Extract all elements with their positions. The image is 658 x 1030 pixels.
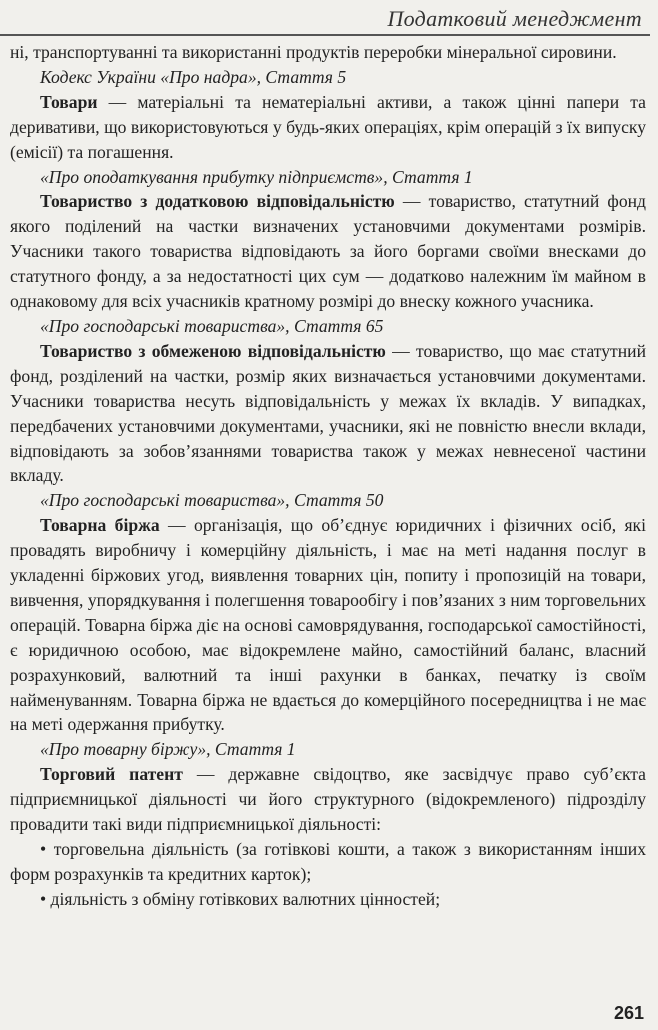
paragraph-continuation: ні, транспортуванні та використанні продуктів переробки мінеральної сировини.	[10, 42, 617, 62]
page-body	[10, 40, 646, 912]
definition-patent: — державне свідоцтво, яке засвідчує право суб’єкта підприємницької діяльності чи його структурного (відокремленого) підрозділу провадити такі види підприємницької діяльності:	[10, 764, 646, 835]
term-patent: Торговий патент	[40, 764, 183, 785]
header-rule	[0, 34, 650, 36]
citation-nadra: Кодекс України «Про надра», Стаття 5	[40, 66, 347, 87]
list-item: • діяльність з обміну готівкових валютних цінностей;	[40, 888, 441, 909]
page-number: 261	[613, 1003, 644, 1023]
term-tdv: Товариство з додатковою відповідальністю	[40, 191, 395, 212]
citation-opodatkuvannia: «Про оподаткування прибутку підприємств», Стаття 1	[40, 166, 473, 187]
citation-birzha: «Про товарну біржу», Стаття 1	[40, 739, 296, 760]
entry-tovary	[10, 90, 646, 165]
definition-tov: — товариство, що має статутний фонд, розділений на частки, розмір яких визначається установчими документами. Учасники товариства несуть відповідальність у межах їх вкладів. У випадках, передбачених установчими документами, учасники, які не повністю внесли вклади, відповідають за зобов’язаннями товариства також у межах невнесеної частини вкладу.	[10, 340, 646, 486]
entry-tdv	[10, 189, 646, 314]
term-birzha: Товарна біржа	[40, 515, 160, 536]
running-header: Податковий менеджмент	[387, 6, 642, 31]
entry-birzha	[10, 513, 646, 737]
definition-birzha: — організація, що об’єднує юридичних і фізичних осіб, які провадять виробничу і комерційну діяльність, і має на меті надання послуг в укладенні біржових угод, виявлення товарних цін, попиту і пропозицій на товари, вивчення, упорядкування і полегшення товарообігу і пов’язаних з ним торговельних операцій. Товарна біржа діє на основі самоврядування, господарської самостійності, є юридичною особою, має відокремлене майно, самостійний баланс, власний розрахунковий, валютний та інші рахунки в банках, печатку із своїм найменуванням. Товарна біржа не вдається до комерційного посередництва і не має на меті одержання прибутку.	[10, 515, 646, 735]
term-tovary: Товари	[40, 91, 98, 112]
definition-tovary: — матеріальні та нематеріальні активи, а також цінні папери та деривативи, що використовуються у будь-яких операціях, крім операцій з їх випуску (емісії) та погашення.	[10, 91, 646, 162]
entry-patent	[10, 762, 646, 837]
entry-tov	[10, 339, 646, 488]
list-item: • торговельна діяльність (за готівкові кошти, а також з використанням інших форм розрахунків та кредитних карток);	[10, 839, 646, 884]
citation-tovarystva-65: «Про господарські товариства», Стаття 65	[40, 315, 384, 336]
citation-tovarystva-50: «Про господарські товариства», Стаття 50	[40, 490, 384, 511]
definition-tdv: — товариство, статутний фонд якого поділений на частки визначених установчими документами розмірів. Учасники такого товариства відповідають за його боргами своїми внесками до статутного фонду, а за недостатності цих сум — додатково належним їм майном в однаковому для всіх учасників кратному розмірі до внеску кожного учасника.	[10, 191, 646, 312]
term-tov: Товариство з обмеженою відповідальністю	[40, 340, 386, 361]
